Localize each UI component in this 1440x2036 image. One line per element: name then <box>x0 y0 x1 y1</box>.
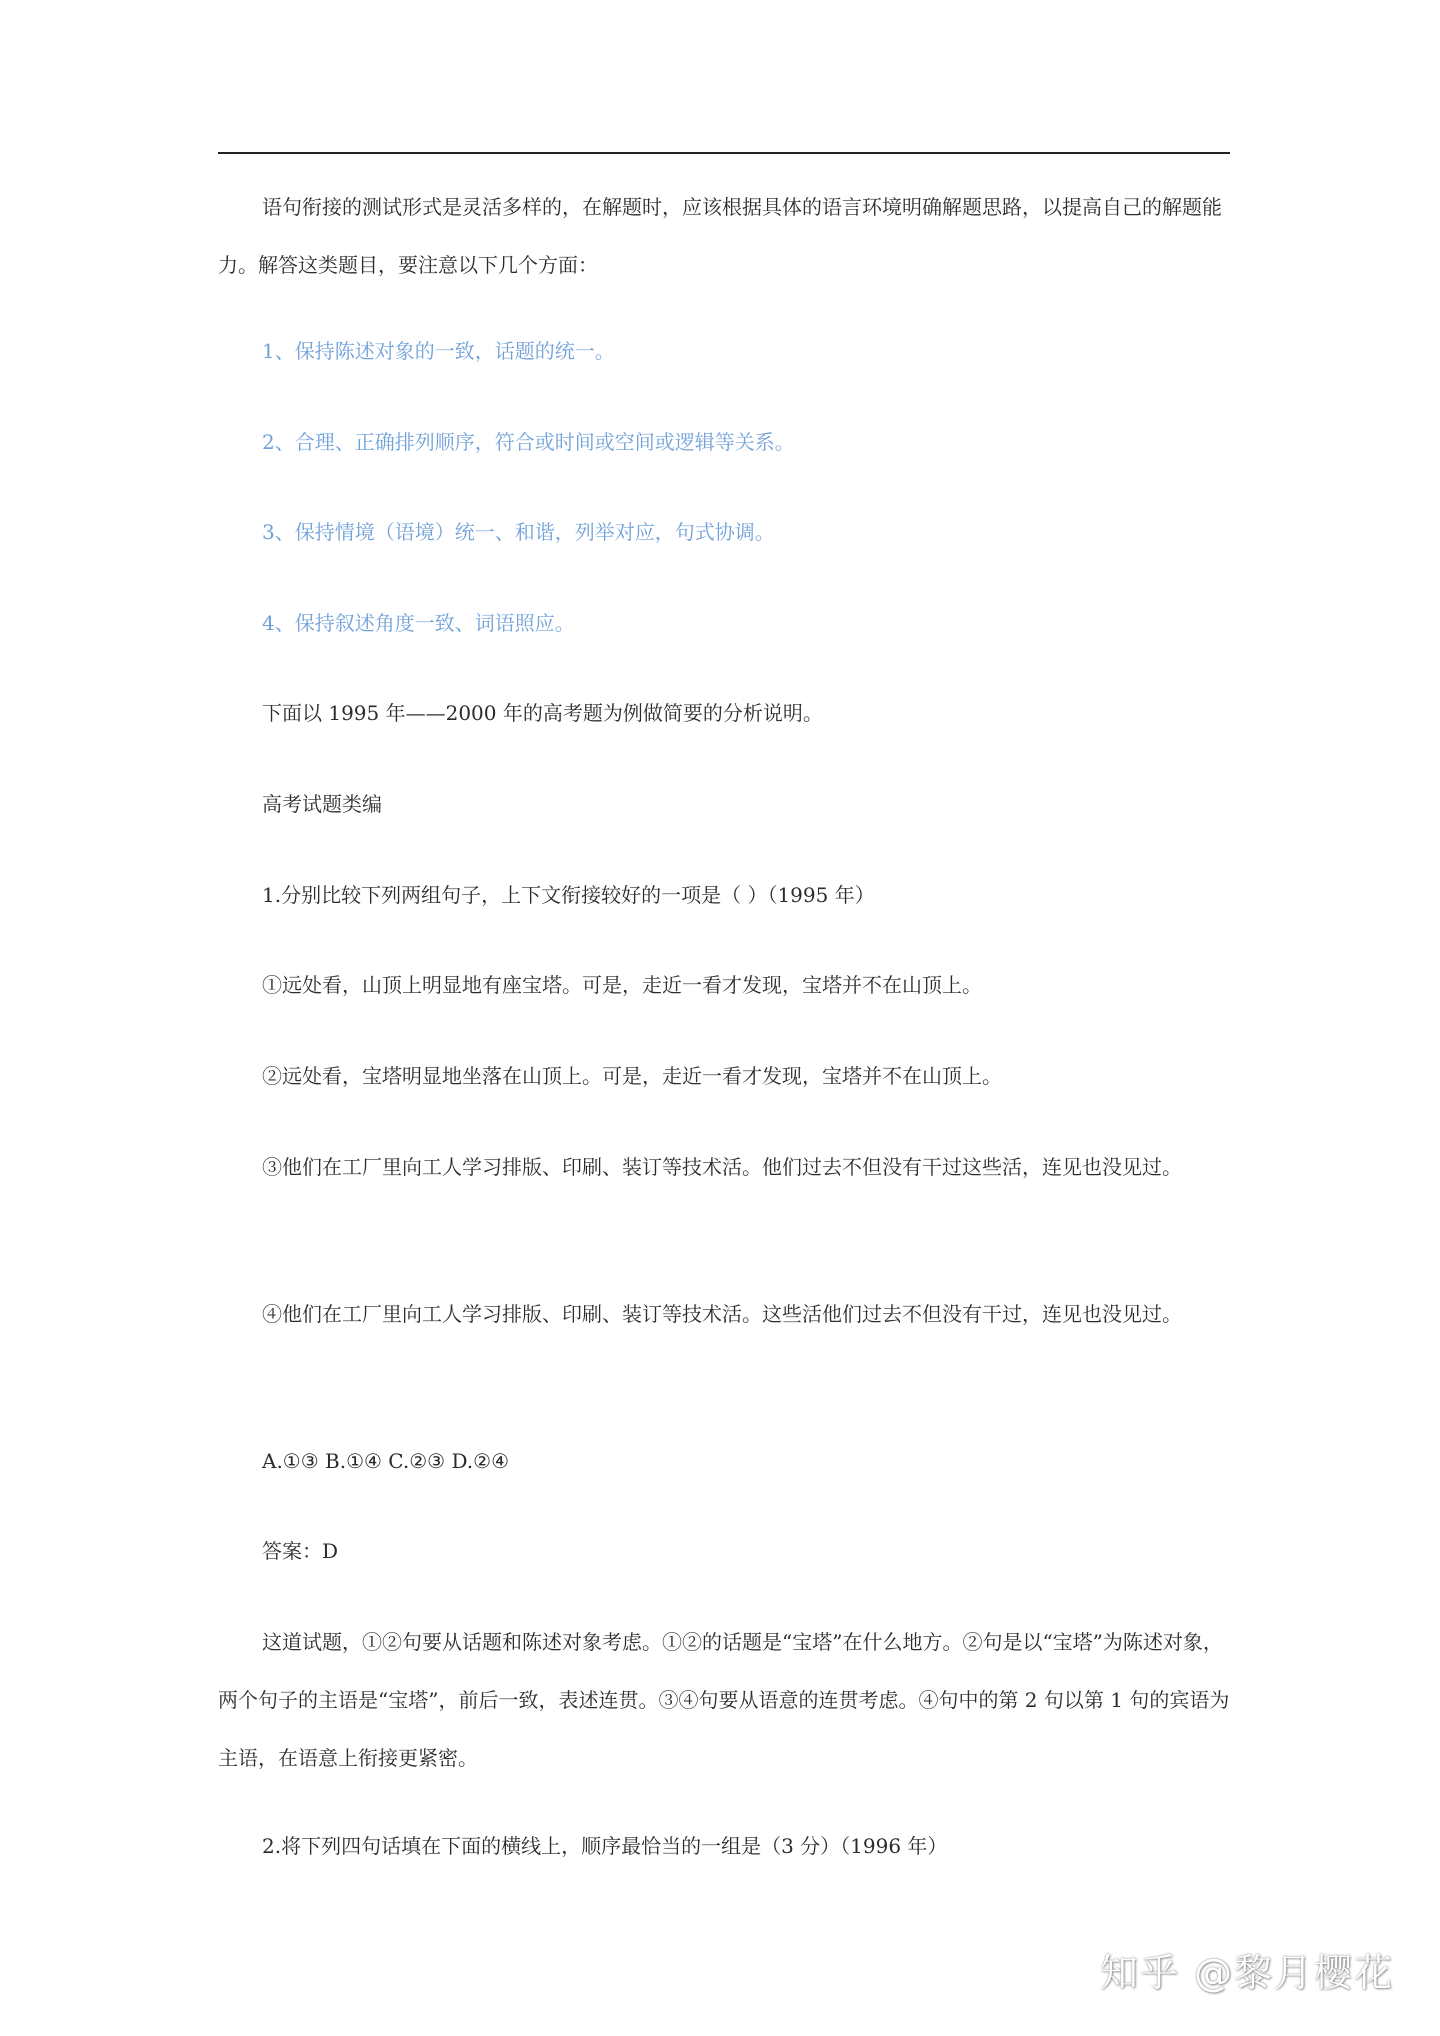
question-2-stem: 2.将下列四句话填在下面的横线上，顺序最恰当的一组是（3 分）（1996 年） <box>262 1834 948 1858</box>
point-3: 3、保持情境（语境）统一、和谐，列举对应，句式协调。 <box>262 520 775 544</box>
point-1: 1、保持陈述对象的一致，话题的统一。 <box>262 339 615 363</box>
lead-in: 下面以 1995 年——2000 年的高考题为例做简要的分析说明。 <box>262 701 823 725</box>
point-2: 2、合理、正确排列顺序，符合或时间或空间或逻辑等关系。 <box>262 430 795 454</box>
sentence-4: ④他们在工厂里向工人学习排版、印刷、装订等技术活。这些活他们过去不但没有干过，连见也没见过。 <box>262 1302 1182 1326</box>
answer-options: A.①③ B.①④ C.②③ D.②④ <box>262 1449 509 1473</box>
sentence-3: ③他们在工厂里向工人学习排版、印刷、装订等技术活。他们过去不但没有干过这些活，连见也没见过。 <box>262 1155 1182 1179</box>
header-rule <box>218 152 1230 154</box>
analysis-paragraph: 这道试题，①②句要从话题和陈述对象考虑。①②的话题是“宝塔”在什么地方。②句是以“宝塔”为陈述对象，两个句子的主语是“宝塔”，前后一致，表述连贯。③④句要从语意的连贯考虑。④句中的第 2 句以第 1 句的宾语为主语，在语意上衔接更紧密。 <box>218 1630 1230 1770</box>
question-1-stem: 1.分别比较下列两组句子，上下文衔接较好的一项是（ ）（1995 年） <box>262 883 875 907</box>
intro-text: 语句衔接的测试形式是灵活多样的，在解题时，应该根据具体的语言环境明确解题思路，以提高自己的解题能力。解答这类题目，要注意以下几个方面： <box>218 195 1222 277</box>
zhihu-watermark: 知乎 @黎月樱花 <box>1100 1951 1395 1995</box>
sentence-2: ②远处看，宝塔明显地坐落在山顶上。可是，走近一看才发现，宝塔并不在山顶上。 <box>262 1064 1002 1088</box>
point-4: 4、保持叙述角度一致、词语照应。 <box>262 611 575 635</box>
section-title: 高考试题类编 <box>262 792 382 816</box>
sentence-1: ①远处看，山顶上明显地有座宝塔。可是，走近一看才发现，宝塔并不在山顶上。 <box>262 973 982 997</box>
intro-paragraph <box>218 178 1230 294</box>
answer-line: 答案：D <box>262 1539 339 1563</box>
